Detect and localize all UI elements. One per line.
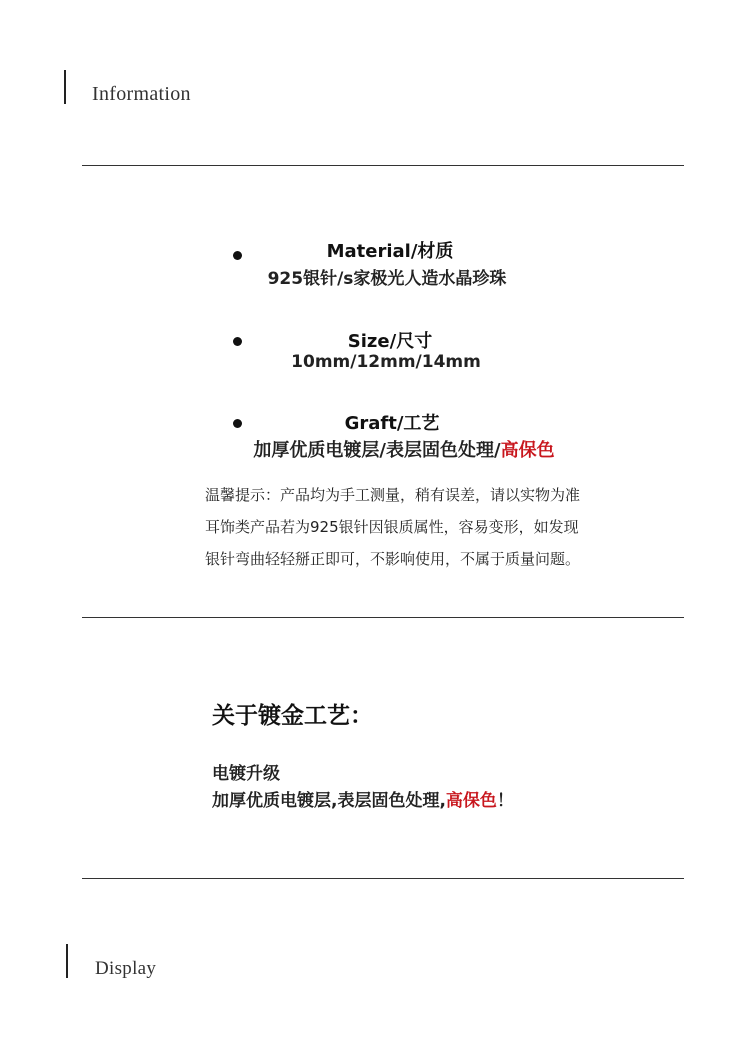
- graft-value-text: 加厚优质电镀层/表层固色处理/: [253, 440, 501, 461]
- information-heading: Information: [92, 83, 191, 105]
- display-heading: Display: [95, 958, 157, 979]
- care-note-line: 耳饰类产品若为925银针因银质属性，容易变形，如发现: [205, 518, 579, 536]
- material-label: Material/材质: [326, 241, 454, 262]
- size-value: 10mm/12mm/14mm: [291, 352, 481, 372]
- plating-title: 关于镀金工艺：: [212, 703, 373, 729]
- divider-middle: [82, 617, 684, 618]
- divider-bottom: [82, 878, 684, 879]
- plating-desc-text: 加厚优质电镀层,表层固色处理,: [212, 791, 446, 811]
- plating-desc-accent: 高保色: [445, 791, 497, 811]
- material-value: 925银针/s家极光人造水晶珍珠: [267, 269, 507, 289]
- plating-desc-tail: ！: [496, 791, 514, 811]
- care-note-line: 温馨提示：产品均为手工测量，稍有误差，请以实物为准: [205, 486, 581, 504]
- graft-value-accent: 高保色: [500, 440, 555, 461]
- size-label: Size/尺寸: [347, 331, 433, 352]
- plating-desc: [212, 786, 514, 811]
- care-note-line: 银针弯曲轻轻掰正即可，不影响使用，不属于质量问题。: [205, 550, 581, 568]
- graft-value: [204, 436, 604, 462]
- care-note: [205, 479, 645, 575]
- graft-label: Graft/工艺: [344, 413, 440, 434]
- display-marker: [66, 944, 68, 978]
- plating-subtitle: 电镀升级: [212, 764, 280, 784]
- bullet: [233, 419, 242, 428]
- information-marker: [64, 70, 66, 104]
- divider-top: [82, 165, 684, 166]
